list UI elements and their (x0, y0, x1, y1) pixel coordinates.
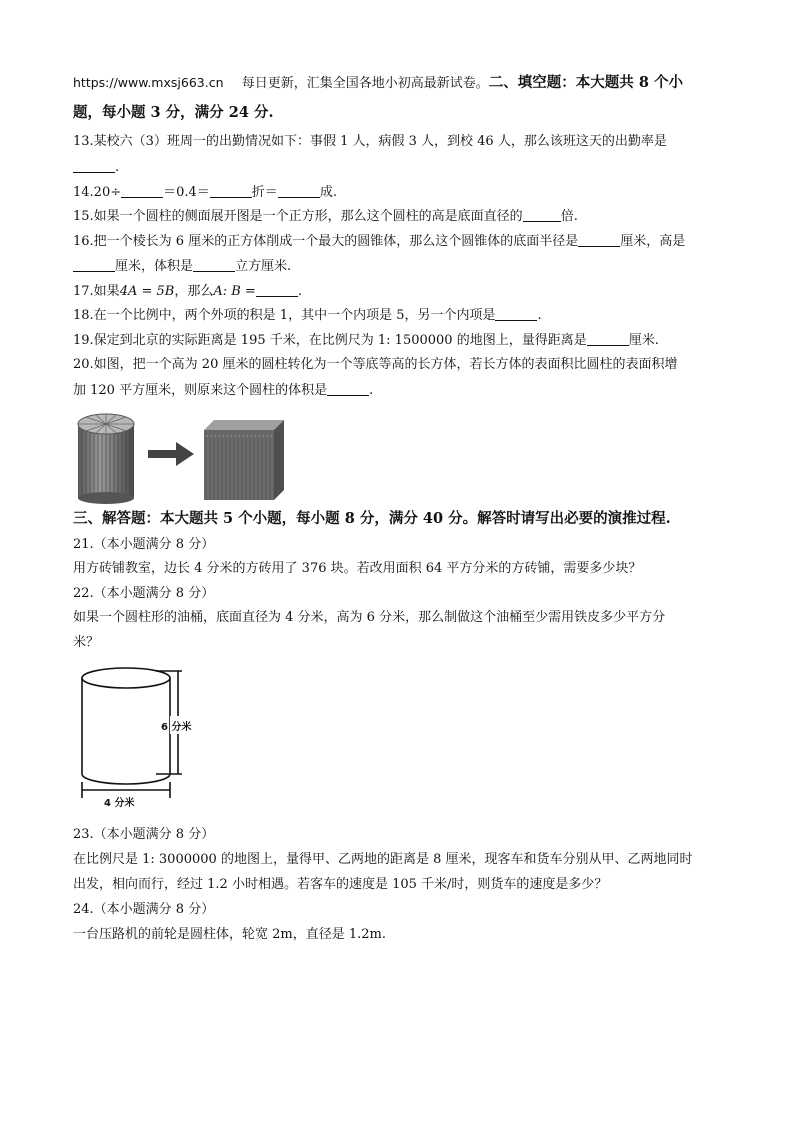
q17-expression-2: A: B = (213, 284, 256, 299)
section2-title-part1: 二、填空题：本大题共 8 个小 (488, 74, 683, 91)
q23-line2: 出发，相向而行，经过 1.2 小时相遇。若客车的速度是 105 千米/时，则货车的速度是多少？ (73, 877, 608, 892)
answer-blank[interactable] (278, 183, 320, 198)
q24-text: 一台压路机的前轮是圆柱体，轮宽 2m，直径是 1.2m. (73, 927, 386, 942)
height-label: 6 分米 (161, 722, 192, 733)
q13-answer-line: . (73, 158, 119, 177)
width-label: 4 分米 (104, 798, 135, 809)
q22-heading: 22.（本小题满分 8 分） (73, 586, 215, 601)
q22-line2: 米？ (73, 635, 100, 650)
q20-figure (76, 410, 286, 504)
answer-blank[interactable] (327, 381, 369, 396)
answer-blank[interactable] (587, 331, 629, 346)
q18: 18.在一个比例中，两个外项的积是 1，其中一个内项是 5，另一个内项是 . (73, 308, 542, 323)
q21-heading: 21.（本小题满分 8 分） (73, 537, 215, 552)
answer-blank[interactable] (523, 207, 561, 222)
q17: 17.如果4A = 5B，那么A: B = . (73, 284, 302, 299)
q20-line1: 20.如图，把一个高为 20 厘米的圆柱转化为一个等底等高的长方体，若长方体的表面积比圆柱的表面积增 (73, 357, 678, 372)
answer-blank[interactable] (73, 257, 115, 272)
q14: 14.20÷ ＝0.4＝ 折＝ 成. (73, 185, 337, 200)
q23-heading: 23.（本小题满分 8 分） (73, 827, 215, 842)
q13-text: 13.某校六（3）班周一的出勤情况如下：事假 1 人，病假 3 人，到校 46 人，那么该班这天的出勤率是 (73, 134, 667, 149)
answer-blank[interactable] (193, 257, 235, 272)
header-note: 每日更新，汇集全国各地小初高最新试卷。 (241, 76, 489, 91)
header-line (73, 74, 683, 93)
q19: 19.保定到北京的实际距离是 195 千米，在比例尺为 1: 1500000 的地图上，量得距离是 厘米. (73, 333, 659, 348)
cylinder-shape (78, 414, 134, 504)
answer-blank[interactable] (73, 158, 115, 173)
site-url[interactable]: https://www.mxsj663.cn (73, 75, 224, 90)
arrow-icon (148, 442, 194, 466)
answer-blank[interactable] (578, 232, 620, 247)
answer-blank[interactable] (256, 282, 298, 297)
cylinder-outline (82, 668, 170, 784)
q17-expression-1: 4A = 5B (119, 284, 175, 299)
q15: 15.如果一个圆柱的侧面展开图是一个正方形，那么这个圆柱的高是底面直径的 倍. (73, 209, 578, 224)
q24-heading: 24.（本小题满分 8 分） (73, 902, 215, 917)
q23-line1: 在比例尺是 1: 3000000 的地图上，量得甲、乙两地的距离是 8 厘米，现客车和货车分别从甲、乙两地同时 (73, 852, 693, 867)
q20-line2: 加 120 平方厘米，则原来这个圆柱的体积是 . (73, 383, 374, 398)
box-shape (204, 420, 284, 500)
answer-blank[interactable] (495, 306, 537, 321)
answer-blank[interactable] (210, 183, 252, 198)
section2-title-part2: 题，每小题 3 分，满分 24 分. (73, 104, 274, 121)
section3-title: 三、解答题：本大题共 5 个小题，每小题 8 分，满分 40 分。解答时请写出必要的演推过程. (73, 510, 671, 527)
q16-line2: 厘米，体积是 立方厘米. (73, 257, 291, 276)
q22-cylinder-figure (74, 660, 204, 814)
q21-text: 用方砖铺教室，边长 4 分米的方砖用了 376 块。若改用面积 64 平方分米的方砖铺，需要多少块？ (73, 561, 642, 576)
q16-line1: 16.把一个棱长为 6 厘米的正方体削成一个最大的圆锥体，那么这个圆锥体的底面半径是 厘米，高是 (73, 234, 686, 249)
q22-line1: 如果一个圆柱形的油桶，底面直径为 4 分米，高为 6 分米，那么制做这个油桶至少需用铁皮多少平方分 (73, 610, 666, 625)
answer-blank[interactable] (121, 183, 163, 198)
